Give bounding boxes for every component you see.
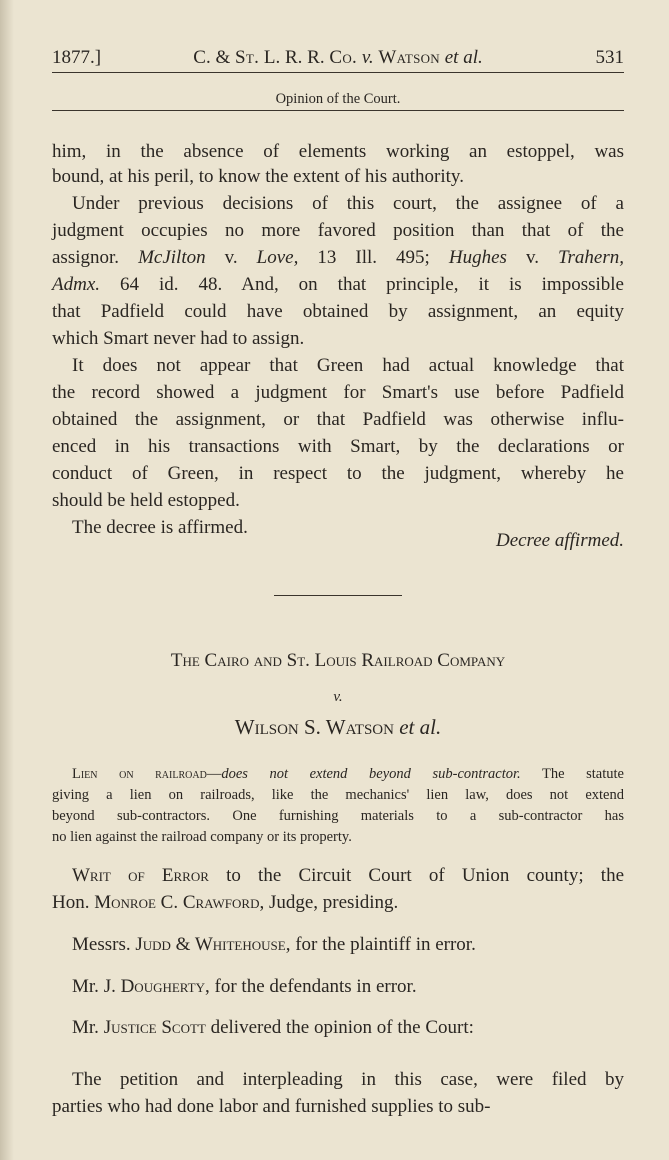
header-rule-top [52,72,624,73]
text-line [52,328,624,350]
text-segment: Mr. [72,1017,104,1038]
text-segment: Under previous decisions of this court, the assignee of a [72,193,624,214]
text-segment: him, in the absence of elements working an estoppel, was [52,141,624,162]
page-number: 531 [595,47,624,68]
text-segment: no lien against the railroad company or its property. [52,829,352,845]
text-line [52,865,624,887]
text-segment: The decree is affirmed. [72,517,248,538]
small-caps-text: Lien on railroad [72,766,207,782]
small-caps-text: Judd & Whitehouse, [135,934,291,955]
text-segment: which Smart never had to assign. [52,328,305,349]
section-subtitle: Opinion of the Court. [275,91,401,107]
small-caps-text: Justice Scott [103,1017,206,1038]
italic-text: Hughes [448,247,507,268]
text-line [52,193,624,215]
text-line [52,934,624,956]
text-segment: 64 id. 48. And, on that principle, it is impossible [100,274,624,295]
italic-text: McJilton [138,247,206,268]
case-title-defendant [52,716,624,738]
text-line [52,763,624,785]
small-caps-text: Wilson S. Watson [234,715,394,739]
text-segment: C. & [193,47,235,68]
text-segment: should be held estopped. [52,490,240,511]
italic-text: v. [333,689,343,705]
text-segment: 13 Ill. 495; [298,247,449,268]
italic-text: Love, [256,247,299,268]
text-segment: assignor. [52,247,139,268]
text-segment: beyond sub-contractors. One furnishing materials to a sub-contractor has [52,808,624,824]
text-segment: bound, at his peril, to know the extent of his authority. [52,166,464,187]
header-rule-bottom [52,110,624,111]
text-line [52,490,624,512]
text-segment: the record showed a judgment for Smart's use before Padfield [52,382,624,403]
text-line [52,382,624,404]
text-segment: that Padfield could have obtained by assignment, an equity [52,301,624,322]
text-line [52,530,624,552]
small-caps-text: Monroe C. Crawford, [94,892,265,913]
text-segment: to the Circuit Court of Union county; the [208,865,624,886]
italic-text: Admx. [52,274,101,295]
page-gutter-shade [0,0,14,1160]
text-line [52,1096,624,1118]
text-segment: delivered the opinion of the Court: [205,1017,474,1038]
text-line [52,826,624,848]
text-segment: L. R. R. [259,47,330,68]
small-caps-text: J. Dougherty, [103,976,210,997]
small-caps-text: St. [234,47,260,68]
text-segment: parties who had done labor and furnished supplies to sub- [52,1096,491,1117]
running-header-year: 1877.] [52,47,102,68]
text-line [52,892,624,914]
text-segment: The statute [520,766,624,782]
text-segment: judgment occupies no more favored position than that of the [52,220,624,241]
text-segment: It does not appear that Green had actual knowledge that [72,355,624,376]
text-segment: v. [506,247,558,268]
text-line [52,1017,624,1039]
text-segment: enced in his transactions with Smart, by the declarations or [52,436,624,457]
text-line [52,409,624,431]
section-divider [274,595,402,596]
text-line [52,166,624,188]
text-segment: Judge, presiding. [264,892,399,913]
italic-text: et al. [399,715,442,739]
text-segment: The petition and interpleading in this case, were filed by [72,1069,624,1090]
text-line [52,247,624,269]
italic-text: does not extend beyond sub-contractor. [221,766,521,782]
text-line [52,141,624,163]
small-caps-text: Writ of Error [72,865,209,886]
text-line [52,301,624,323]
text-line [52,1069,624,1091]
italic-text: Decree affirmed. [495,530,624,551]
text-segment: obtained the assignment, or that Padfield was otherwise influ- [52,409,624,430]
text-line [52,274,624,296]
text-line [52,463,624,485]
text-line [52,436,624,458]
small-caps-text: Co. [329,47,358,68]
small-caps-text: The Cairo and St. Louis Railroad Company [170,650,506,671]
text-line [52,355,624,377]
case-title-versus [52,686,624,708]
text-line [52,220,624,242]
italic-text: et al. [444,47,483,68]
text-segment: giving a lien on railroads, like the mechanics' lien law, does not extend [52,787,624,803]
text-segment: — [206,766,222,782]
text-segment: for the defendants in error. [209,976,417,997]
italic-text: v. [361,47,374,68]
text-line [52,976,624,998]
text-segment: Hon. [52,892,95,913]
text-segment: conduct of Green, in respect to the judgment, whereby he [52,463,624,484]
text-segment: Messrs. [72,934,136,955]
case-title-plaintiff [52,650,624,672]
text-segment: for the plaintiff in error. [290,934,476,955]
text-segment: Mr. [72,976,104,997]
italic-text: Trahern, [557,247,624,268]
text-line [52,784,624,806]
small-caps-text: Watson [378,47,440,68]
text-segment: v. [205,247,257,268]
text-line [52,805,624,827]
